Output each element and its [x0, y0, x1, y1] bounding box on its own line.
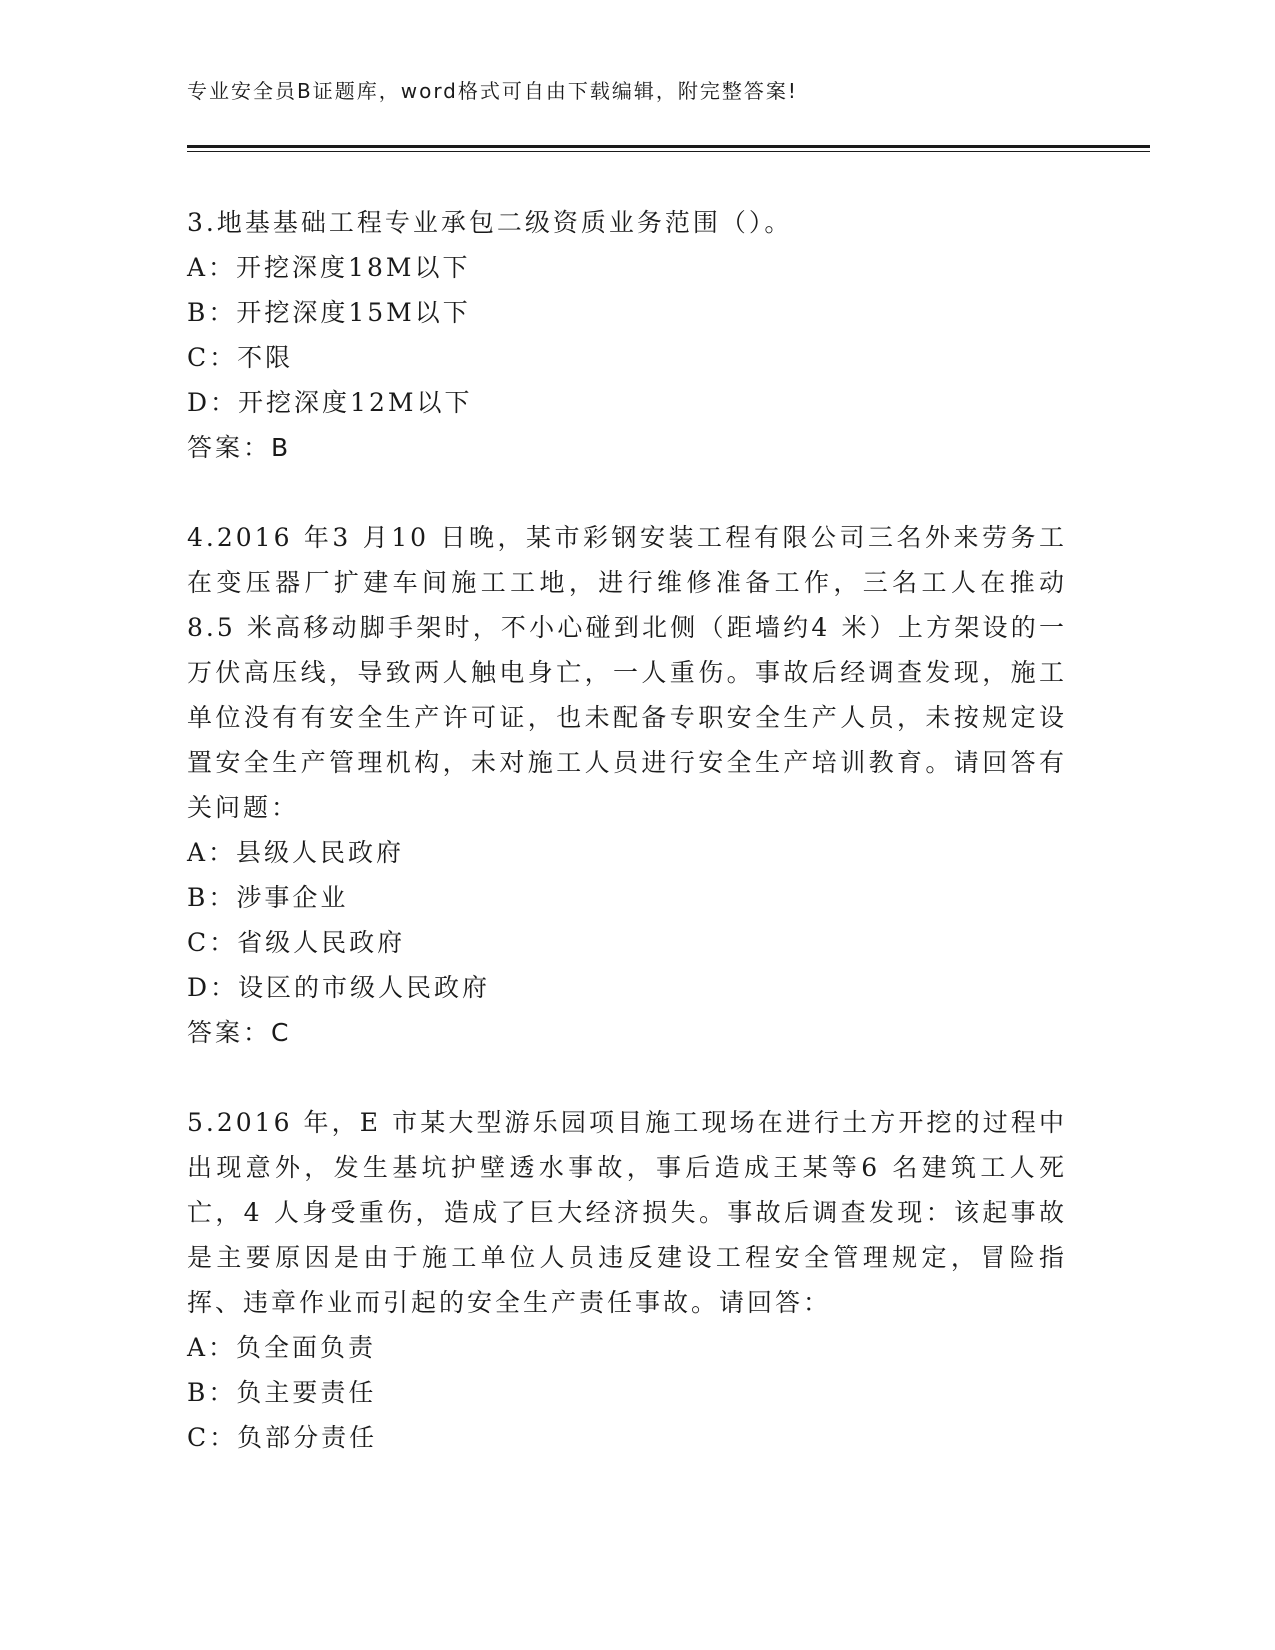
question-3 [187, 200, 1067, 470]
option-c: C：负部分责任 [187, 1423, 378, 1452]
answer: 答案：B [187, 433, 292, 462]
option-b: B：负主要责任 [187, 1378, 377, 1407]
question-list [187, 200, 1067, 1505]
header-rule-thin [187, 151, 1150, 152]
option-d: D：开挖深度12M以下 [187, 388, 473, 417]
option-c: C：省级人民政府 [187, 928, 406, 957]
question-text: 3.地基基础工程专业承包二级资质业务范围（）。 [187, 208, 793, 237]
option-b: B：涉事企业 [187, 883, 349, 912]
question-4 [187, 515, 1067, 1055]
option-b: B：开挖深度15M以下 [187, 298, 471, 327]
option-a: A：县级人民政府 [187, 838, 405, 867]
document-header: 专业安全员B证题库，word格式可自由下载编辑，附完整答案! [187, 79, 798, 103]
answer: 答案：C [187, 1018, 292, 1047]
option-c: C：不限 [187, 343, 294, 372]
option-d: D：设区的市级人民政府 [187, 973, 491, 1002]
question-text: 4.2016 年3 月10 日晚，某市彩钢安装工程有限公司三名外来劳务工在变压器厂扩建车间施工工地，进行维修准备工作，三名工人在推动8.5 米高移动脚手架时，不小心碰到北侧（距墙约4 米）上方架设的一万伏高压线，导致两人触电身亡，一人重伤。事故后经调查发现，施工单位没有有安全生产许可证，也未配备专职安全生产人员，未按规定设置安全生产管理机构，未对施工人员进行安全生产培训教育。请回答有关问题： [187, 523, 1067, 822]
question-5 [187, 1100, 1067, 1460]
question-text: 5.2016 年，E 市某大型游乐园项目施工现场在进行土方开挖的过程中出现意外，发生基坑护壁透水事故，事后造成王某等6 名建筑工人死亡，4 人身受重伤，造成了巨大经济损失。事故后调查发现：该起事故是主要原因是由于施工单位人员违反建设工程安全管理规定，冒险指挥、违章作业而引起的安全生产责任事故。请回答： [187, 1108, 1067, 1317]
header-rule-thick [187, 145, 1150, 148]
option-a: A：开挖深度18M以下 [187, 253, 471, 282]
option-a: A：负全面负责 [187, 1333, 377, 1362]
